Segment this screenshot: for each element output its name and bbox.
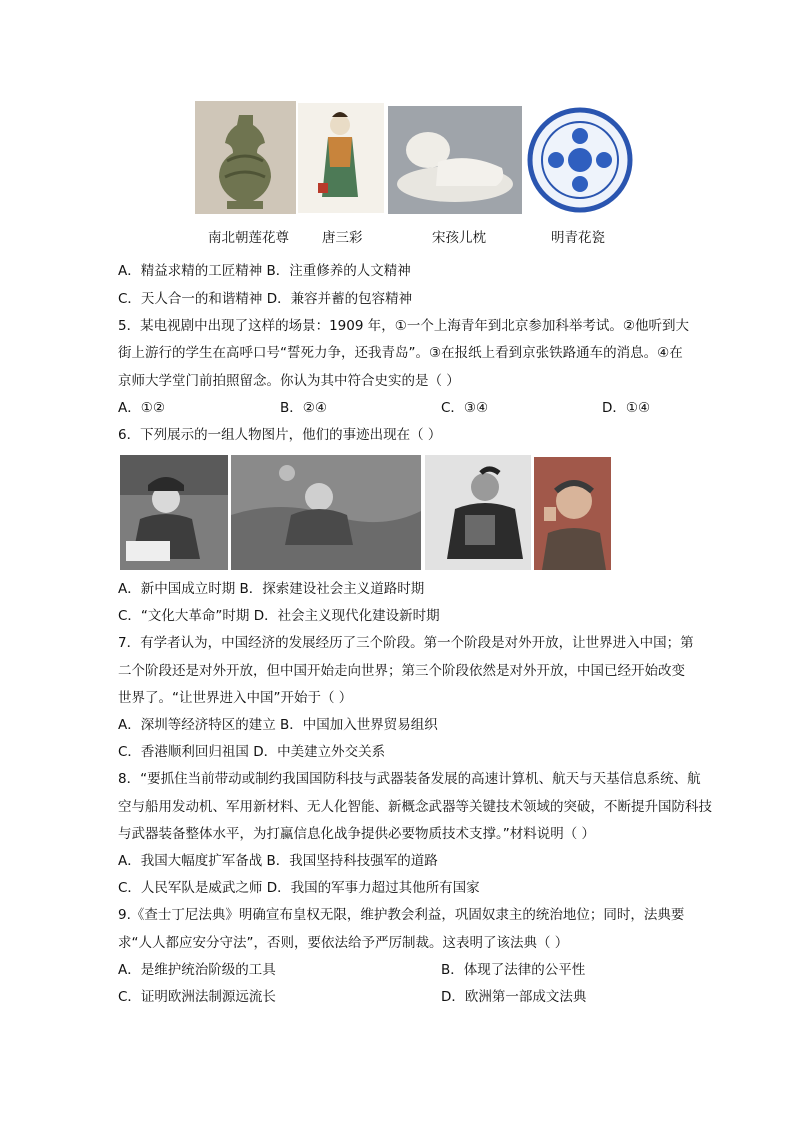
q7-stem-line-3: 世界了。“让世界进入中国”开始于（ ） — [118, 690, 353, 706]
q9-option-d: D．欧洲第一部成文法典 — [441, 989, 587, 1005]
caption-song-pillow: 宋孩儿枕 — [432, 230, 486, 246]
person-photo-2 — [231, 455, 421, 570]
q9-option-a: A．是维护统治阶级的工具 — [118, 962, 276, 978]
q9-stem-line-1: 9.《查士丁尼法典》明确宣布皇权无限，维护教会利益，巩固奴隶主的统治地位；同时，法典要 — [118, 907, 685, 923]
q5-stem-line-2: 街上游行的学生在高呼口号“誓死力争，还我青岛”。③在报纸上看到京张铁路通车的消息。④在 — [118, 345, 683, 361]
caption-lotus-vase: 南北朝莲花尊 — [208, 230, 289, 246]
q5-option-c: C．③④ — [441, 400, 489, 416]
q5-option-b: B．②④ — [280, 400, 327, 416]
caption-ming-porcelain: 明青花瓷 — [551, 230, 605, 246]
q8-stem-line-3: 与武器装备整体水平，为打赢信息化战争提供必要物质技术支撑。”材料说明（ ） — [118, 826, 596, 842]
ming-blue-white-plate-photo — [526, 106, 634, 214]
q7-options-row-2: C．香港顺利回归祖国 D．中美建立外交关系 — [118, 744, 386, 760]
q5-stem-line-1: 5．某电视剧中出现了这样的场景：1909 年，①一个上海青年到北京参加科举考试。②他听到大 — [118, 318, 689, 334]
q9-option-c: C．证明欧洲法制源远流长 — [118, 989, 276, 1005]
caption-tang-sancai: 唐三彩 — [322, 230, 363, 246]
q6-options-row-2: C．“文化大革命”时期 D．社会主义现代化建设新时期 — [118, 608, 440, 624]
q6-stem: 6．下列展示的一组人物图片，他们的事迹出现在（ ） — [118, 427, 442, 443]
q9-option-b: B．体现了法律的公平性 — [441, 962, 586, 978]
tang-sancai-photo — [298, 103, 384, 213]
lotus-vase-photo — [195, 101, 296, 214]
q5-option-d: D．①④ — [602, 400, 651, 416]
q5-option-a: A．①② — [118, 400, 165, 416]
person-photo-1 — [120, 455, 228, 570]
q4-options-row-2: C．天人合一的和谐精神 D．兼容并蓄的包容精神 — [118, 291, 413, 307]
song-child-pillow-photo — [388, 106, 522, 214]
q7-stem-line-1: 7．有学者认为，中国经济的发展经历了三个阶段。第一个阶段是对外开放，让世界进入中国；第 — [118, 635, 694, 651]
q4-options-row-1: A．精益求精的工匠精神 B．注重修养的人文精神 — [118, 263, 411, 279]
q8-options-row-2: C．人民军队是威武之师 D．我国的军事力超过其他所有国家 — [118, 880, 480, 896]
q8-stem-line-2: 空与船用发动机、军用新材料、无人化智能、新概念武器等关键技术领域的突破，不断提升国防科技 — [118, 799, 712, 815]
q8-options-row-1: A．我国大幅度扩军备战 B．我国坚持科技强军的道路 — [118, 853, 438, 869]
person-photo-4 — [534, 457, 611, 570]
q7-stem-line-2: 二个阶段还是对外开放，但中国开始走向世界；第三个阶段依然是对外开放，中国已经开始改变 — [118, 663, 685, 679]
q9-stem-line-2: 求“人人都应安分守法”，否则，要依法给予严厉制裁。这表明了该法典（ ） — [118, 935, 569, 951]
q5-stem-line-3: 京师大学堂门前拍照留念。你认为其中符合史实的是（ ） — [118, 373, 460, 389]
q6-options-row-1: A．新中国成立时期 B．探索建设社会主义道路时期 — [118, 581, 425, 597]
person-photo-3 — [425, 455, 531, 570]
q8-stem-line-1: 8．“要抓住当前带动或制约我国国防科技与武器装备发展的高速计算机、航天与天基信息系统、航 — [118, 771, 701, 787]
q7-options-row-1: A．深圳等经济特区的建立 B．中国加入世界贸易组织 — [118, 717, 438, 733]
